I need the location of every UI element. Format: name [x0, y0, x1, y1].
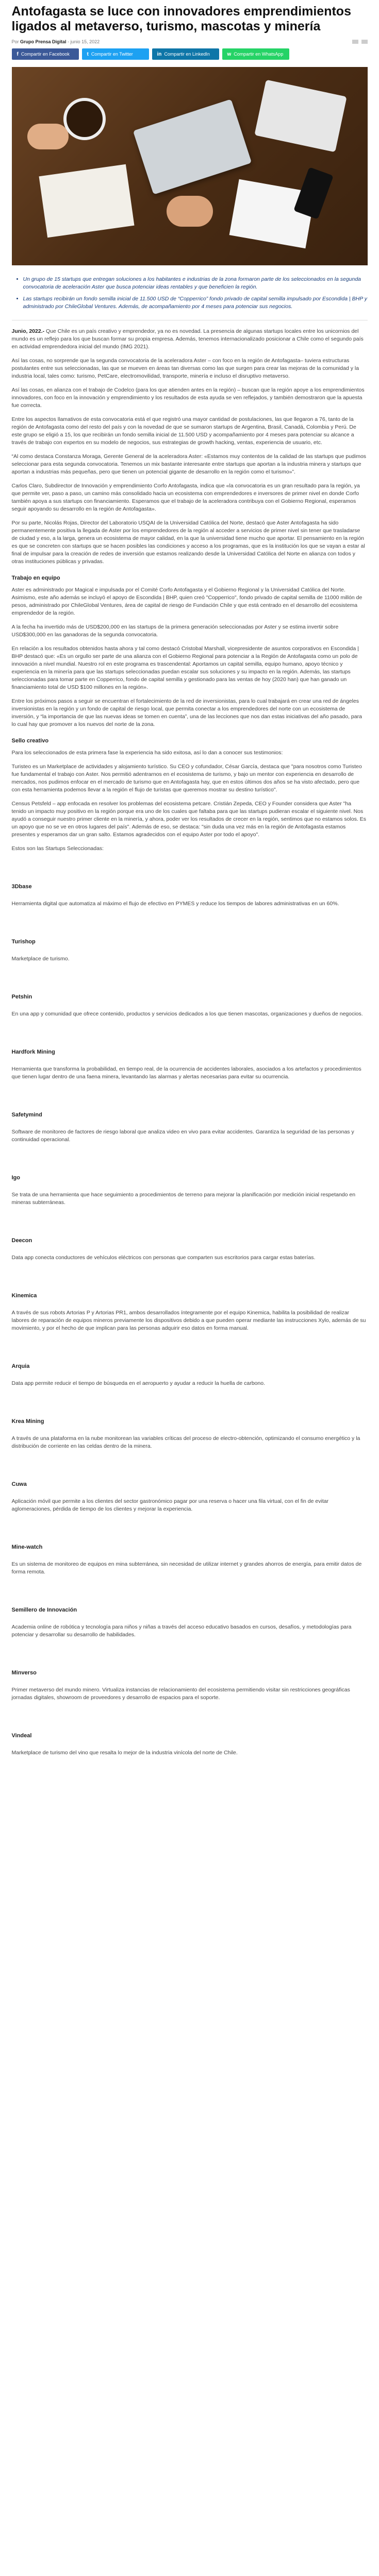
article-title: Antofagasta se luce con innovadores emprendimientos ligados al metaverso, turismo, mascotas y minería [11, 4, 351, 33]
startup-entry [12, 1049, 368, 1081]
startup-entry [12, 1607, 368, 1639]
startup-name: Kinemica [11, 1293, 37, 1299]
startup-entry [12, 939, 368, 963]
startup-entry [12, 1733, 368, 1757]
startup-name: Turishop [11, 939, 36, 945]
share-twitter-button[interactable] [82, 48, 149, 60]
paragraph: Turisteo es un Marketplace de actividades y alojamiento turístico. Su CEO y cofundador, César García, destaca que "para nosotros como Turisteo fue fundamental el trabajo con Aster. Nos permitió adentrarnos en el ecosistema de turismo, y bajo un mentor con experiencia en desarrollo de mercados, nos pudimos enfocar en el mercado de turismo que en Antofagasta hay, que en estos últimos dos años se ha visto afectado, pero que con esta herramienta podemos llevar a la región el flujo de turistas que queremos mostrar su destino turístico". [11, 764, 362, 793]
summary-bullet: • Las startups recibirán un fondo semilla inicial de 11.500 USD de “Copperrico” fondo privado de capital semilla impulsado por Escondida | BHP y administrado por ChileGlobal Ventures. Además, de acompañamiento por 4 meses para potenciar sus negocios. [23, 295, 368, 311]
startup-name: 3Dbase [11, 884, 32, 890]
startup-desc: Herramienta que transforma la probabilidad, en tiempo real, de la ocurrencia de accidentes laborales, asociados a los artefactos y procedimientos que tienen lugar dentro de una faena minera, levantando las alarmas y alertas necesarias para evitar su ocurrencia. [11, 1066, 361, 1080]
print-icon[interactable] [352, 40, 358, 44]
startup-desc: Se trata de una herramienta que hace seguimiento a procedimientos de terreno para mejorar la planificación por medición inicial respetando en mineras subterráneas. [11, 1192, 356, 1206]
startup-name: Igo [11, 1175, 20, 1181]
paragraph: Carlos Claro, Subdirector de Innovación y emprendimiento Corfo Antofagasta, indica que «la convocatoria es un gran resultado para la región, ya que permite ver, paso a paso, un camino más consolidado hacia un ecosistema con emprendedores e inversores de primer nivel en donde Corfo también apoya a sus startups con financiamiento. Esperamos que el trabajo de la aceleradora contribuya con el Gobierno Regional, esperamos seguir apoyando su desarrollo en la región de Antofagasta». [11, 483, 360, 512]
startup-desc: En una app y comunidad que ofrece contenido, productos y servicios dedicados a los que tienen mascotas, organizaciones y dueños de negocios. [11, 1011, 363, 1017]
summary-bullet: • Un grupo de 15 startups que entregan soluciones a los habitantes e industrias de la zona formaron parte de los seleccionados en la segunda convocatoria de aceleración Aster que busca potenciar ideas rentables y que beneficien la región. [23, 276, 368, 291]
paragraph: “Al como destaca Constanza Moraga, Gerente General de la aceleradora Aster: «Estamos muy contentos de la calidad de las startups que pudimos seleccionar para esta segunda convocatoria. Tenemos un mix bastante interesante entre startups que aportan a la industria minera y startups que aportan a industrias más pequeñas, pero que tienen un potencial gigante de desarrollo en la región como el turismo»”. [11, 453, 367, 475]
paragraph: Entre los aspectos llamativos de esta convocatoria está el que registró una mayor cantidad de postulaciones, las que llegaron a 76, tanto de la región de Antofagasta como del resto del país y con la novedad de que se sumaron startups de Argentina, Brasil, Canadá, Colombia y Perú. De este grupo se eligió a 15, los que recibirán un fondo semilla inicial de 11.500 USD y acompañamiento por 4 meses para potenciar su alcance a través de trabajo con expertos en su modelo de negocios, sus estrategias de growth hacking, ventas, experiencia de usuario, etc. [11, 416, 356, 446]
startup-name: Hardfork Mining [11, 1049, 55, 1055]
flag-icon[interactable] [361, 40, 368, 44]
startup-desc: A través de sus robots Artorias P y Artorias PR1, ambos desarrollados íntegramente por el equipo Kinemica, habilita la posibilidad de realizar labores de reparación de equipos mineros previamente los dispositivos debido a que pueden operar mediante las instrucciones Xylo, además de su movimiento, y por el hecho de que implican para las personas adquirir eso datos en forma manual. [11, 1310, 366, 1331]
startup-entry [12, 1112, 368, 1144]
paragraph: Aster es administrado por Magical e impulsada por el Comité Corfo Antofagasta y el Gobierno Regional y la Universidad Católica del Norte. Asimismo, este año además se incluyó el apoyo de Escondida | BHP, quien creó "Copperrico", fondo privado de capital semilla de 11000 millón de pesos, administrado por ChileGlobal Ventures, área de capital de riesgo de Fundación Chile y que está centrado en el desarrollo del ecosistema emprendedor de la región. [11, 587, 362, 616]
startup-desc: Marketplace de turismo del vino que resalta lo mejor de la industria vinícola del norte de Chile. [11, 1750, 238, 1756]
startup-name: Semillero de Innovación [11, 1607, 77, 1613]
article-meta [12, 39, 368, 44]
share-facebook-label: Compartir en Facebook [21, 52, 70, 57]
startup-entry [12, 1418, 368, 1450]
share-whatsapp-button[interactable] [222, 48, 289, 60]
startup-name: Minverso [11, 1670, 37, 1676]
startup-desc: Software de monitoreo de factores de riesgo laboral que analiza video en vivo para evitar accidentes. Garantiza la seguridad de las personas y continuidad operacional. [11, 1129, 354, 1143]
share-facebook-button[interactable] [12, 48, 79, 60]
startup-entry [12, 1544, 368, 1576]
startup-entry [12, 1293, 368, 1332]
share-twitter-label: Compartir en Twitter [91, 52, 133, 57]
startup-desc: Marketplace de turismo. [11, 956, 70, 962]
hero-image [12, 67, 368, 265]
meta-tools [352, 40, 368, 44]
startup-entry [12, 1363, 368, 1387]
startup-desc: A través de una plataforma en la nube monitorean las variables críticas del proceso de electro-obtención, optimizando el consumo energético y la distribución de corriente en las celdas dentro de la minera. [11, 1435, 360, 1449]
share-linkedin-button[interactable] [152, 48, 219, 60]
startup-name: Cuwa [11, 1481, 27, 1487]
startup-name: Mine-watch [11, 1544, 43, 1550]
paragraph: Estos son las Startups Seleccionadas: [11, 845, 104, 852]
startup-list [12, 884, 368, 1757]
twitter-icon: t [87, 51, 89, 57]
paragraph: Por su parte, Nicolás Rojas, Director del Laboratorio USQAI de la Universidad Católica del Norte, destacó que Aster Antofagasta ha sido permanentemente positiva la llegada de Aster por los emprendedores de la región al acceder a servicios de primer nivel sin tener que trasladarse de ciudad y eso, a la larga, genera un ecosistema de mayor calidad, en la que la universidad tiene mucho que aportar. El pensamiento en la región es que se concreten con startups que se hacen posibles las condiciones y acceso a los programas, que es la institución los que se vayan a estar al final de impulsar para la creación de redes de inversión que estamos realizando desde la Universidad Católica del Norte en alianza con todos y otras instituciones públicas y privadas. [11, 520, 365, 565]
byline: Por Grupo Prensa Digital - junio 15, 2022 [11, 39, 100, 44]
paragraph [12, 328, 368, 351]
startup-entry [12, 1670, 368, 1702]
paragraph: En relación a los resultados obtenidos hasta ahora y tal como destacó Cristobal Marshall, vicepresidente de asuntos corporativos en Escondida | BHP destacó que: «Es un orgullo ser parte de una alianza con el Gobierno Regional para potenciar a la Región de Antofagasta como un polo de innovación a nivel mundial. Nuestro rol en este programa es trascendental: Aportamos un capital semilla, equipo humano, apoyo técnico y experiencia en la minería para que las startups seleccionadas puedan escalar sus soluciones y su impacto en la región. Además, las startups seleccionadas para tomar parte en Copperrico, fondo de capital semilla y gestionado para las ventas de hoy (2020 han) que han ganado un financiamiento total de USD $100 millones en la región». [11, 646, 359, 690]
startup-name: Vindeal [11, 1733, 32, 1739]
summary-bullets [12, 276, 368, 311]
paragraph: Entre los próximos pasos a seguir se encuentran el fortalecimiento de la red de inversionistas, para lo cual trabajará en crear una red de ángeles inversionistas en la región y un fondo de capital de riesgo local, que permita conectar a los emprendedores del norte con un ecosistema de inversión, y “la importancia de que las nuevas ideas se tomen en cuenta”, una de las lecciones que nos dan estas iniciativas del año pasado, para lo cual hay que promover a los nuevos del norte de la zona. [11, 698, 362, 727]
startup-entry [12, 1481, 368, 1513]
paragraph: Así las cosas, en alianza con el trabajo de Codelco (para los que atienden antes en la región) – buscan que la región apoye a los emprendimientos innovadores, con foco en la innovación y emprendimiento y los resultados de esta ayuda se ven reflejados, y también demostraron que la apuesta fue correcta. [11, 387, 365, 409]
author-link[interactable]: Grupo Prensa Digital [20, 39, 67, 44]
startup-desc: Data app permite reducir el tiempo de búsqueda en el aeropuerto y ayudar a reducir la huella de carbono. [11, 1380, 265, 1386]
startup-name: Deecon [11, 1238, 32, 1244]
lead-dateline: Junio, 2022.- [11, 328, 45, 334]
section-heading-creativo: Sello creativo [11, 738, 49, 744]
startup-desc: Aplicación móvil que permite a los clientes del sector gastronómico pagar por una reserva o hacer una fila virtual, con el fin de evitar aglomeraciones, pérdida de tiempo de los clientes y mejorar la experiencia. [11, 1498, 329, 1512]
startup-entry [12, 884, 368, 908]
startup-desc: Academia online de robótica y tecnología para niños y niñas a través del acceso educativo basados en cursos, desafíos, y metodologías para potenciar y desarrollar su desarrollo de habilidades. [11, 1624, 352, 1638]
startup-name: Safetymind [11, 1112, 42, 1118]
section-heading-trabajo: Trabajo en equipo [11, 575, 60, 581]
paragraph: A la fecha ha invertido más de USD$200,000 en las startups de la primera generación seleccionadas por Aster y se estima invertir sobre USD$300,000 en las ganadoras de la segunda convocatoria. [11, 624, 339, 638]
publish-date: junio 15, 2022 [70, 39, 100, 44]
whatsapp-icon: w [227, 51, 232, 57]
share-bar [12, 48, 368, 60]
startup-name: Krea Mining [11, 1418, 44, 1425]
linkedin-icon: in [157, 51, 162, 57]
paragraph-text: Que Chile es un país creativo y emprendedor, ya no es novedad. La presencia de algunas startups locales entre los unicornios del mundo es un reflejo para los que buscan formar su propia empresa. Además, tenemos internacionalizado posicionar a Chile como el segundo país en actividad emprendedora inicial del mundo (IMG 2021). [11, 328, 364, 350]
share-linkedin-label: Compartir en LinkedIn [164, 52, 210, 57]
startup-entry [12, 1175, 368, 1207]
startup-desc: Data app conecta conductores de vehículos eléctricos con personas que comparten sus escritorios para cargar estas baterías. [11, 1255, 316, 1261]
article-container [12, 0, 368, 1757]
startup-name: Arquia [11, 1363, 30, 1369]
byline-prefix: Por [11, 39, 19, 44]
paragraph: Census Petsfeld – app enfocada en resolver los problemas del ecosistema petcare. Cristián Zepeda, CEO y Founder considera que Aster "ha tenido un impacto muy positivo en la región porque era uno de los cuales que faltaba para que las startups pudieran escalar el siguiente nivel. Nos ayudó a conseguir nuestro primer cliente en la minería, y ahora, poder ver los resultados de crecer en la región, sentimos que no estamos solos. Es un apoyo que no se ve en otros lugares del país". Además de eso, se destaca: "sin duda una vez más en la región de Antofagasta estamos presentes y esperamos dar un gran salto. Estamos agradecidos con el equipo Aster por todo el apoyo". [11, 801, 367, 838]
paragraph: Así las cosas, no sorprende que la segunda convocatoria de la aceleradora Aster – con foco en la región de Antofagasta– tuviera estructuras postulantes entre sus seleccionadas, las que se mueven en áreas tan diversas como las que surgen para crear las mejoras de la comunidad y la industria local, tales como: turismo, PetCare, electromovilidad, transporte, minería e incluso el disruptivo metaverso. [11, 358, 359, 379]
startup-desc: Primer metaverso del mundo minero. Virtualiza instancias de relacionamiento del ecosistema permitiendo visitar sin restricciones geográficas jornadas digitales, showroom de proveedores y desarrollo de espacios para el soporte. [11, 1687, 350, 1701]
facebook-icon: f [17, 51, 19, 57]
startup-desc: Herramienta digital que automatiza al máximo el flujo de efectivo en PYMES y reduce los tiempos de labores administrativas en un 60%. [11, 901, 339, 907]
startup-name: Petshin [11, 994, 32, 1000]
startup-entry [12, 1238, 368, 1262]
paragraph: Para los seleccionados de esta primera fase la experiencia ha sido exitosa, así lo dan a conocer sus testimonios: [11, 750, 283, 756]
share-whatsapp-label: Compartir en WhatsApp [234, 52, 284, 57]
startup-desc: Es un sistema de monitoreo de equipos en mina subterránea, sin necesidad de utilizar internet y grandes ahorros de energía, para emitir datos de forma remota. [11, 1561, 362, 1575]
startup-entry [12, 994, 368, 1018]
